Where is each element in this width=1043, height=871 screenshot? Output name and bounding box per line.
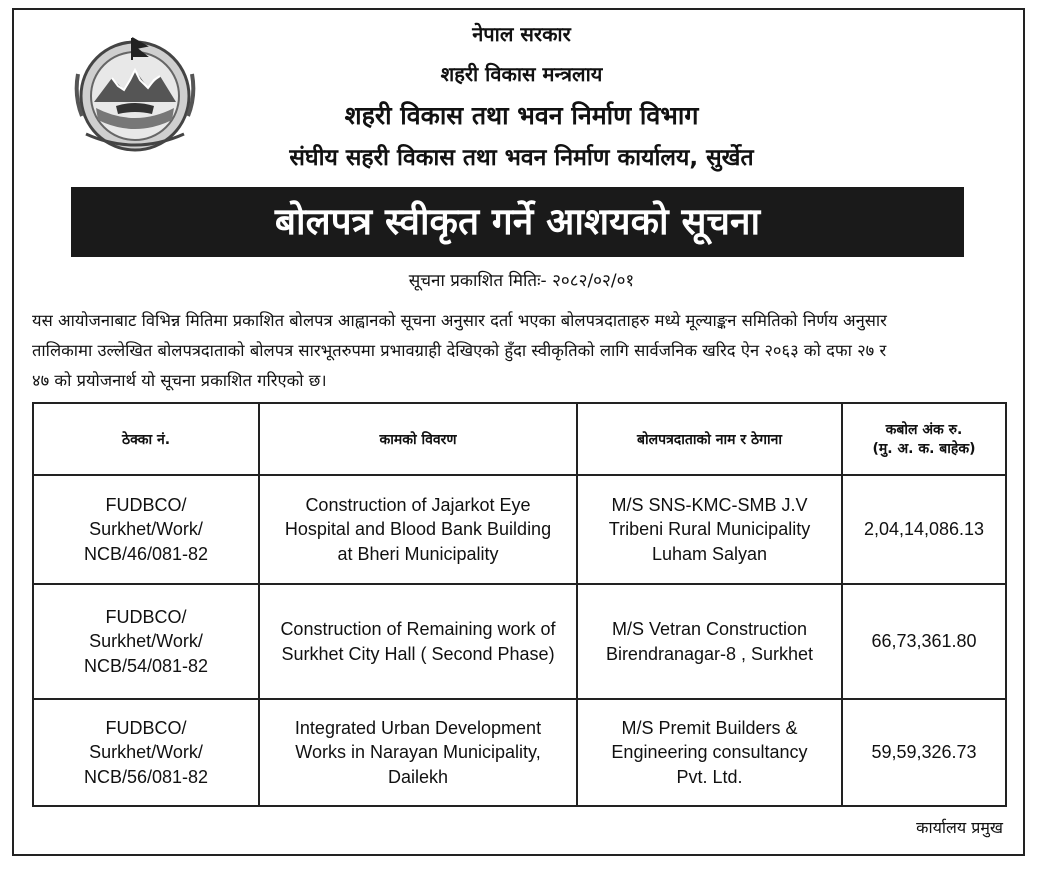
description-cell (259, 699, 577, 806)
table-row (33, 584, 1006, 699)
cell-line: Engineering consultancy (611, 742, 808, 763)
cell-line: Birendranagar-8 , Surkhet (605, 643, 814, 664)
contract-no-cell (33, 475, 259, 584)
bidder-cell (577, 699, 842, 806)
cell-line: Construction of Jajarkot Eye (305, 494, 531, 515)
amount-cell: 66,73,361.80 (842, 584, 1006, 699)
paragraph-line: तालिकामा उल्लेखित बोलपत्रदाताको बोलपत्र सारभूतरुपमा प्रभावग्राही देखिएको हुँदा स्वीकृतिको लागि सार्वजनिक खरिद ऐन २०६३ को दफा २७ र (32, 341, 887, 360)
description-cell (259, 584, 577, 699)
cell-line: FUDBCO/ (105, 494, 187, 515)
header-amount-line2: (मु. अ. क. बाहेक) (872, 441, 976, 457)
office-title: संघीय सहरी विकास तथा भवन निर्माण कार्यालय, सुर्खेत (289, 145, 754, 171)
published-date: सूचना प्रकाशित मितिः- २०८२/०२/०१ (408, 271, 635, 291)
cell-line: Integrated Urban Development (294, 717, 542, 738)
amount-cell: 2,04,14,086.13 (842, 475, 1006, 584)
contract-no-cell (33, 699, 259, 806)
header-bidder: बोलपत्रदाताको नाम र ठेगाना (577, 403, 842, 475)
table-row (33, 699, 1006, 806)
cell-line: Hospital and Blood Bank Building (284, 519, 552, 540)
notice-paragraph (32, 306, 1004, 396)
paragraph-line: यस आयोजनाबाट विभिन्न मितिमा प्रकाशित बोलपत्र आह्वानको सूचना अनुसार दर्ता भएका बोलपत्रदाताहरु मध्ये मूल्याङ्कन समितिको निर्णय अनुसार (32, 311, 887, 330)
cell-line: at Bheri Municipality (337, 543, 499, 564)
bids-table (32, 402, 1007, 807)
bidder-cell (577, 475, 842, 584)
table-row (33, 475, 1006, 584)
cell-line: Luham Salyan (651, 543, 768, 564)
cell-line: M/S Premit Builders & (621, 717, 798, 738)
table-header-row (33, 403, 1006, 475)
cell-line: Surkhet/Work/ (89, 519, 203, 540)
paragraph-line: ४७ को प्रयोजनार्थ यो सूचना प्रकाशित गरिएको छ। (32, 371, 327, 390)
cell-line: Surkhet City Hall ( Second Phase) (281, 643, 555, 664)
header-amount (842, 403, 1006, 475)
ministry-title: शहरी विकास मन्त्रलाय (440, 62, 603, 86)
cell-line: Pvt. Ltd. (676, 766, 743, 787)
cell-line: Surkhet/Work/ (89, 631, 203, 652)
cell-line: Tribeni Rural Municipality (608, 519, 811, 540)
cell-line: Construction of Remaining work of (280, 619, 556, 639)
bidder-cell (577, 584, 842, 699)
notice-title-banner: बोलपत्र स्वीकृत गर्ने आशयको सूचना (71, 187, 964, 257)
amount-cell: 59,59,326.73 (842, 699, 1006, 806)
cell-line: NCB/54/081-82 (83, 655, 209, 676)
cell-line: Works in Narayan Municipality, (295, 742, 541, 763)
cell-line: NCB/56/081-82 (83, 766, 209, 787)
header-description: कामको विवरण (259, 403, 577, 475)
contract-no-cell (33, 584, 259, 699)
cell-line: M/S SNS-KMC-SMB J.V (611, 494, 808, 515)
cell-line: NCB/46/081-82 (83, 543, 209, 564)
header-amount-line1: कबोल अंक रु. (885, 422, 963, 438)
nepal-government-emblem-icon (72, 30, 198, 154)
signature-office-chief: कार्यालय प्रमुख (916, 818, 1003, 837)
cell-line: Dailekh (387, 766, 449, 787)
cell-line: FUDBCO/ (105, 606, 187, 627)
cell-line: Surkhet/Work/ (89, 742, 203, 763)
cell-line: FUDBCO/ (105, 717, 187, 738)
government-title: नेपाल सरकार (472, 22, 571, 46)
cell-line: M/S Vetran Construction (611, 619, 808, 639)
description-cell (259, 475, 577, 584)
department-title: शहरी विकास तथा भवन निर्माण विभाग (344, 101, 699, 130)
header-contract-no: ठेक्का नं. (33, 403, 259, 475)
